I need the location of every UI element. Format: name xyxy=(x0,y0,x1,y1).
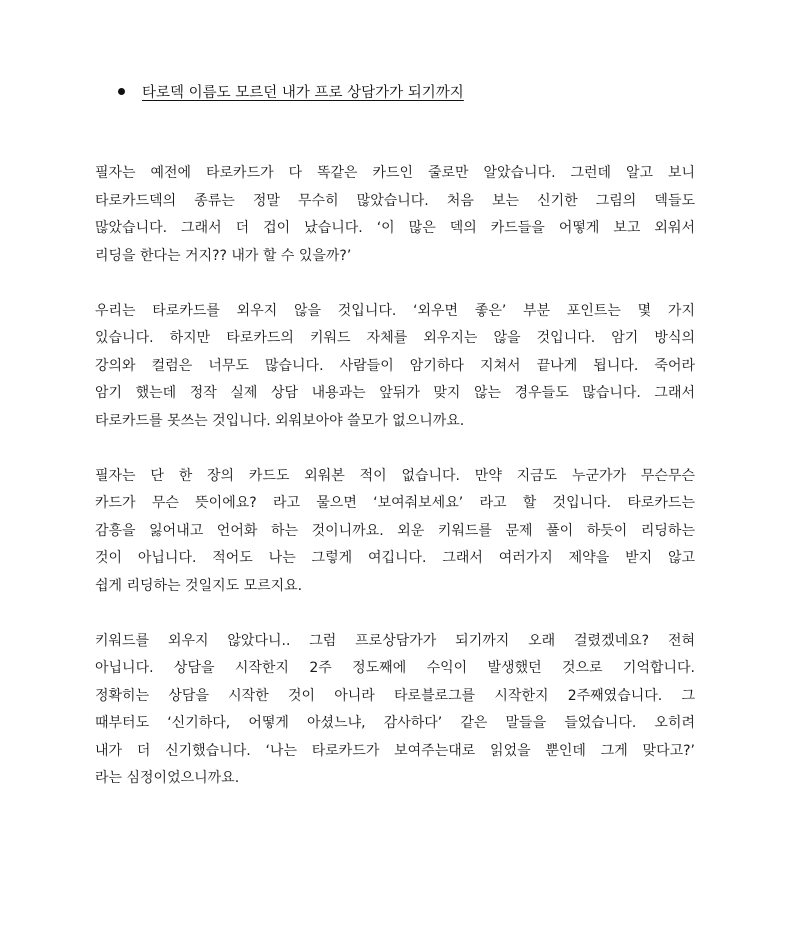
text-line: 카드가 무슨 뜻이에요? 라고 물으면 ‘보여줘보세요’ 라고 할 것입니다. 타로카드는 xyxy=(95,495,695,511)
text-line: 타로카드를 못쓰는 것입니다. 외워보아야 쓸모가 없으니까요. xyxy=(95,412,465,429)
text-line: 많았습니다. 그래서 더 겁이 났습니다. ‘이 많은 덱의 카드들을 어떻게 보고 외워서 xyxy=(95,220,695,236)
text-line: 있습니다. 하지만 타로카드의 키워드 자체를 외우지는 않을 것입니다. 암기 방식의 xyxy=(95,330,695,346)
text-line: 라는 심정이었으니까요. xyxy=(95,770,240,786)
text-line: 쉽게 리딩하는 것일지도 모르지요. xyxy=(95,577,303,594)
text-line: 필자는 예전에 타로카드가 다 똑같은 카드인 줄로만 알았습니다. 그런데 알고 보니 xyxy=(95,165,695,181)
bullet-icon xyxy=(118,88,125,95)
text-line: 때부터도 ‘신기하다, 어떻게 아셨느냐, 감사하다’ 같은 말들을 들었습니다. 오히려 xyxy=(95,715,695,731)
paragraph xyxy=(95,628,695,793)
text-line: 강의와 컬럼은 너무도 많습니다. 사람들이 암기하다 지쳐서 끝나게 됩니다. 죽어라 xyxy=(95,357,695,374)
text-line: 감흥을 잃어내고 언어화 하는 것이니까요. 외운 키워드를 문제 풀이 하듯이 리딩하는 xyxy=(95,522,695,539)
paragraph xyxy=(95,298,695,436)
text-line: 키워드를 외우지 않았다니.. 그럼 프로상담가가 되기까지 오래 걸렸겠네요? 전혀 xyxy=(95,632,695,649)
section-heading: 타로덱 이름도 모르던 내가 프로 상담가가 되기까지 xyxy=(142,84,464,101)
paragraph xyxy=(95,160,695,270)
text-line: 리딩을 한다는 거지?? 내가 할 수 있을까?’ xyxy=(95,247,352,264)
text-line: 필자는 단 한 장의 카드도 외워본 적이 없습니다. 만약 지금도 누군가가 무슨무슨 xyxy=(95,467,695,484)
text-line: 암기 했는데 정작 실제 상담 내용과는 앞뒤가 맞지 않는 경우들도 많습니다. 그래서 xyxy=(95,385,695,401)
paragraph xyxy=(95,463,695,601)
text-line: 내가 더 신기했습니다. ‘나는 타로카드가 보여주는대로 읽었을 뿐인데 그게 맞다고?’ xyxy=(95,742,695,759)
text-line: 것이 아닙니다. 적어도 나는 그렇게 여깁니다. 그래서 여러가지 제약을 받지 않고 xyxy=(95,550,695,566)
text-line: 우리는 타로카드를 외우지 않을 것입니다. ‘외우면 좋은’ 부분 포인트는 몇 가지 xyxy=(95,302,695,319)
text-line: 정확히는 상담을 시작한 것이 아니라 타로블로그를 시작한지 2주째였습니다. 그 xyxy=(95,687,695,704)
section-heading-row xyxy=(118,80,464,102)
text-line: 타로카드덱의 종류는 정말 무수히 많았습니다. 처음 보는 신기한 그림의 덱들도 xyxy=(95,192,695,209)
text-line: 아닙니다. 상담을 시작한지 2주 정도째에 수익이 발생했던 것으로 기억합니다. xyxy=(95,660,695,676)
document-body xyxy=(95,160,695,820)
